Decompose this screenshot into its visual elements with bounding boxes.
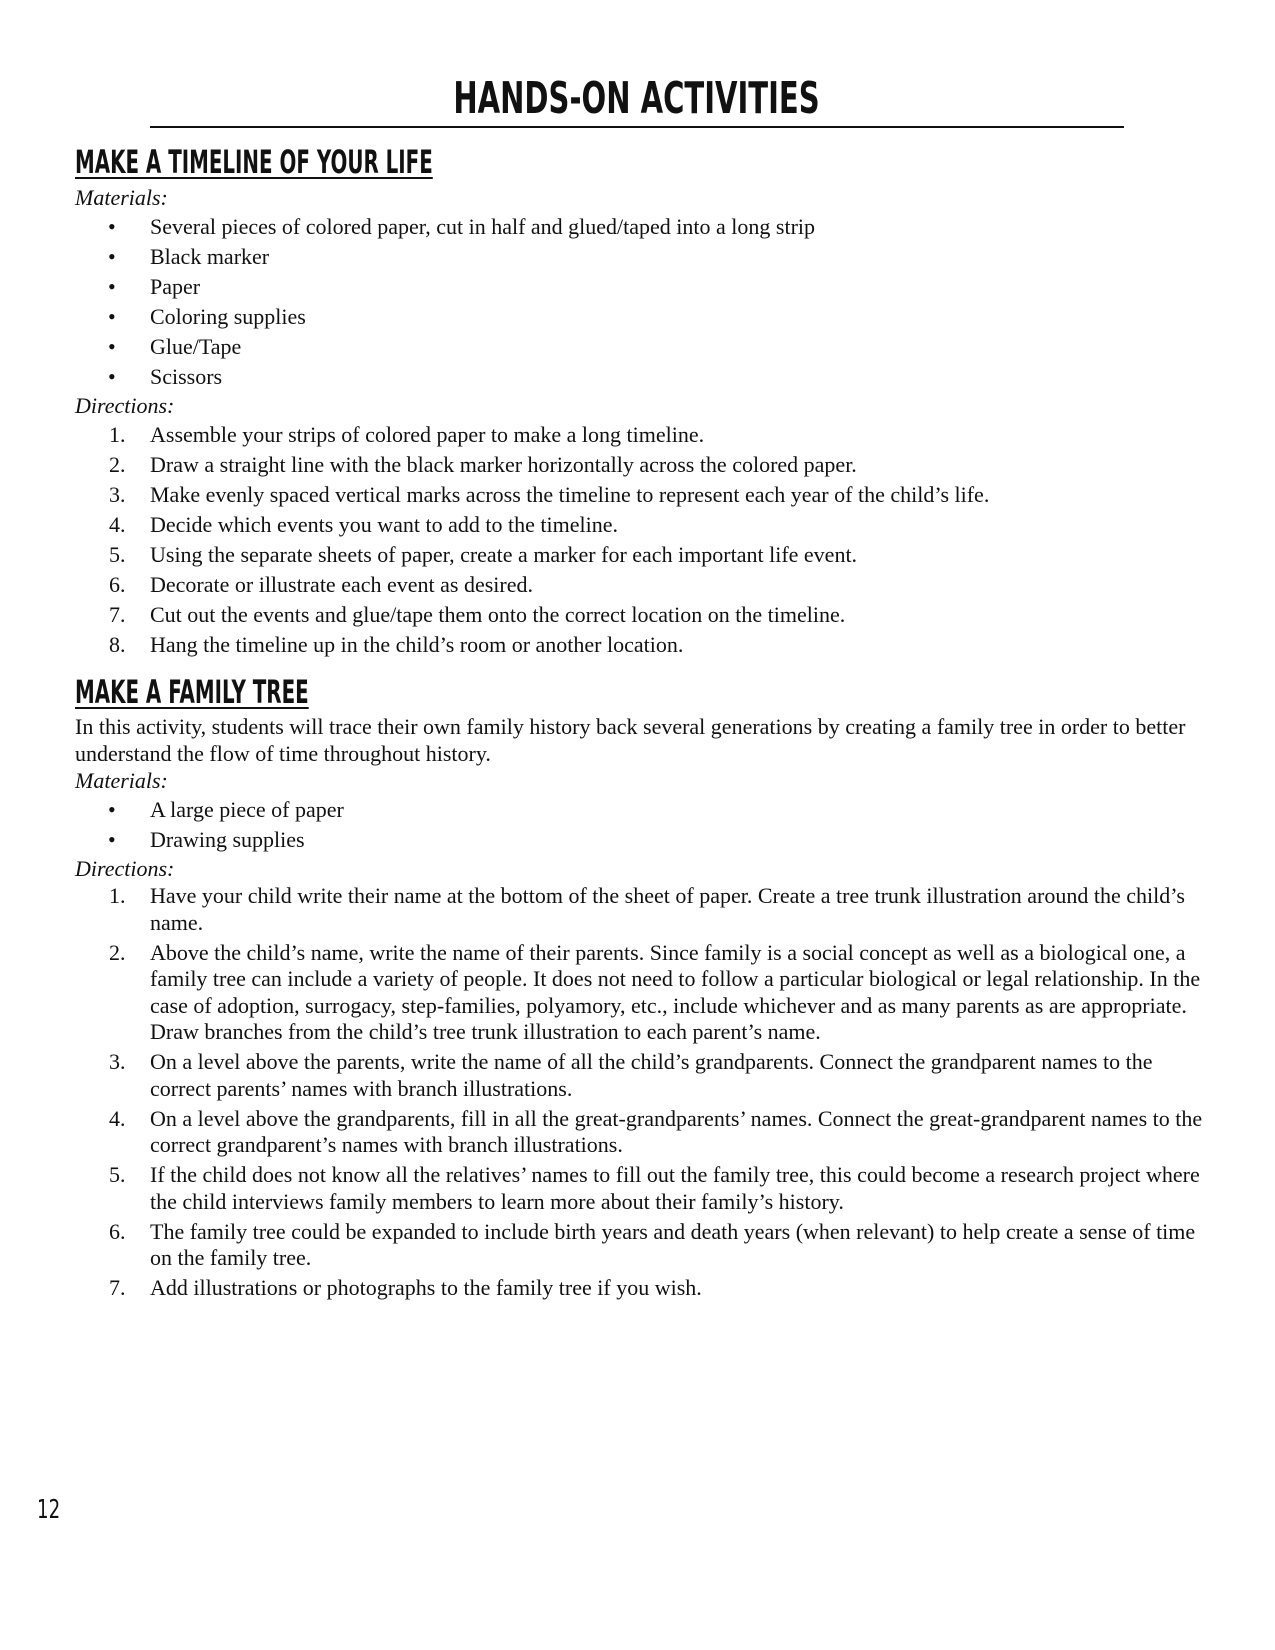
timeline-heading: MAKE A TIMELINE OF YOUR LIFE <box>75 143 433 181</box>
list-item: • Black marker <box>75 242 1205 272</box>
bullet-icon: • <box>108 334 116 359</box>
bullet-icon: • <box>108 274 116 299</box>
list-item: • Scissors <box>75 362 1205 392</box>
list-item: • A large piece of paper <box>75 795 1205 825</box>
list-item: 4. On a level above the grandparents, fill in all the great-grandparents’ names. Connect the great-grandparent names to the correct grandparent’s names with branch illustrations. <box>109 1105 1203 1157</box>
bullet-icon: • <box>108 244 116 269</box>
family-tree-section <box>75 670 1205 1302</box>
page-title: HANDS-ON ACTIVITIES <box>453 73 821 124</box>
family-tree-materials-list <box>75 795 1205 855</box>
list-item: 3. On a level above the parents, write the name of all the child’s grandparents. Connect the grandparent names to the correct parents’ names with branch illustrations. <box>109 1049 1153 1101</box>
section-spacer <box>75 660 1205 670</box>
list-item: 5. Using the separate sheets of paper, create a marker for each important life event. <box>109 542 858 567</box>
timeline-directions-list <box>75 420 1205 660</box>
bullet-icon: • <box>108 304 116 329</box>
page-content <box>75 140 1205 1305</box>
list-item: 7. Add illustrations or photographs to the family tree if you wish. <box>109 1275 702 1300</box>
family-tree-materials-label: Materials: <box>75 768 168 793</box>
timeline-materials-list <box>75 212 1205 392</box>
family-tree-directions-label: Directions: <box>75 856 175 881</box>
list-item: • Paper <box>75 272 1205 302</box>
list-item: 7. Cut out the events and glue/tape them onto the correct location on the timeline. <box>109 602 846 627</box>
list-item: 1. Assemble your strips of colored paper to make a long timeline. <box>109 422 705 447</box>
list-item: 6. The family tree could be expanded to include birth years and death years (when relevant) to help create a sense of time on the family tree. <box>109 1218 1196 1270</box>
bullet-icon: • <box>108 797 116 822</box>
list-item: • Coloring supplies <box>75 302 1205 332</box>
list-item: 6. Decorate or illustrate each event as desired. <box>109 572 533 597</box>
list-item: 3. Make evenly spaced vertical marks across the timeline to represent each year of the child’s life. <box>109 482 990 507</box>
family-tree-directions-list <box>75 883 1205 1302</box>
timeline-section <box>75 140 1205 660</box>
timeline-materials-label: Materials: <box>75 185 168 210</box>
family-tree-intro: In this activity, students will trace their own family history back several generations by creating a family tree in order to better understand the flow of time throughout history. <box>75 714 1186 766</box>
list-item: 2. Draw a straight line with the black marker horizontally across the colored paper. <box>109 452 857 477</box>
list-item: 5. If the child does not know all the relatives’ names to fill out the family tree, this could become a research project where the child interviews family members to learn more about their family’s history. <box>109 1162 1200 1214</box>
bullet-icon: • <box>108 214 116 239</box>
page-number: 12 <box>37 1495 61 1525</box>
list-item: • Glue/Tape <box>75 332 1205 362</box>
list-item: 8. Hang the timeline up in the child’s room or another location. <box>109 632 684 657</box>
list-item: 1. Have your child write their name at the bottom of the sheet of paper. Create a tree trunk illustration around the child’s name. <box>109 883 1185 935</box>
family-tree-heading: MAKE A FAMILY TREE <box>75 673 309 711</box>
list-item: • Drawing supplies <box>75 825 1205 855</box>
list-item: 4. Decide which events you want to add to the timeline. <box>109 512 618 537</box>
list-item: 2. Above the child’s name, write the name of their parents. Since family is a social concept as well as a biological one, a family tree can include a variety of people. It does not need to follow a particular biological or legal relationship. In the case of adoption, surrogacy, step-families, polyamory, etc., include whichever and as many parents as are appropriate. Draw branches from the child’s tree trunk illustration to each parent’s name. <box>109 939 1201 1044</box>
bullet-icon: • <box>108 364 116 389</box>
page-title-rule <box>150 72 1124 128</box>
timeline-directions-label: Directions: <box>75 393 175 418</box>
bullet-icon: • <box>108 827 116 852</box>
list-item: • Several pieces of colored paper, cut in half and glued/taped into a long strip <box>75 212 1205 242</box>
